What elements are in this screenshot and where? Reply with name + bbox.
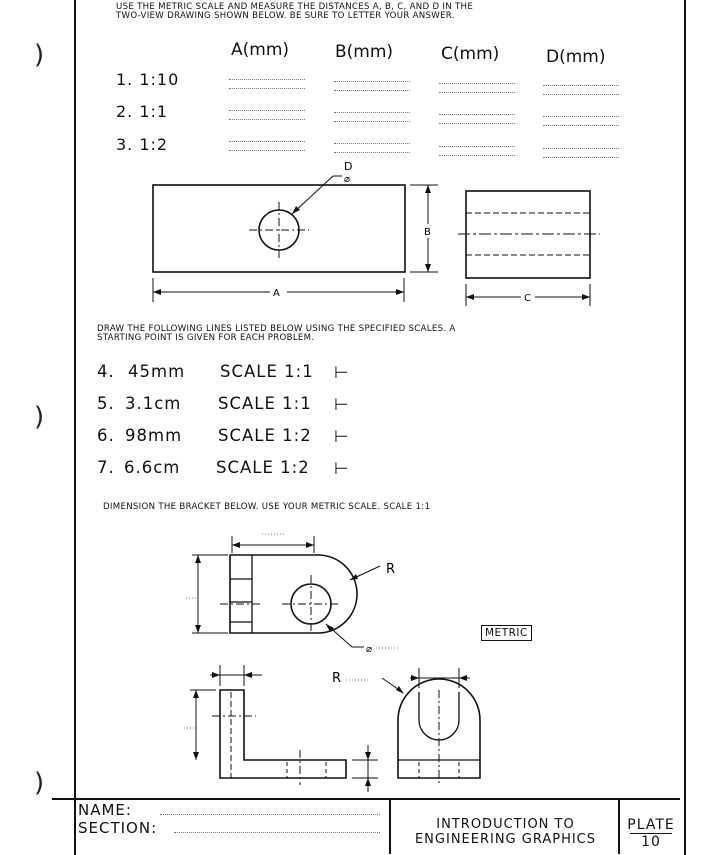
binder-hole-mark: ) bbox=[34, 40, 45, 70]
bracket-drawing bbox=[0, 520, 705, 795]
plate-number: 10 bbox=[630, 833, 672, 850]
scale-row-1-label: 1. 1:10 bbox=[116, 70, 180, 89]
problem-5-number: 5. bbox=[97, 394, 115, 413]
a-label: A bbox=[273, 288, 280, 299]
scale-row-3-label: 3. 1:2 bbox=[116, 135, 169, 154]
two-view-drawing bbox=[0, 0, 705, 320]
c-label: C bbox=[524, 293, 531, 304]
problem-6-number: 6. bbox=[97, 426, 115, 445]
plate-box bbox=[618, 800, 682, 854]
part2-instructions-line1: DRAW THE FOLLOWING LINES LISTED BELOW USING THE SPECIFIED SCALES. A bbox=[97, 324, 456, 334]
course-title bbox=[389, 800, 620, 854]
bracket-front-view bbox=[184, 665, 378, 792]
metric-badge: METRIC bbox=[481, 625, 532, 641]
front-view-outline bbox=[153, 185, 405, 272]
course-title-line1: INTRODUCTION TO bbox=[436, 817, 575, 832]
plate-label: PLATE bbox=[627, 817, 675, 833]
problem-6-length: 98mm bbox=[125, 426, 183, 445]
diameter-symbol: ⌀ bbox=[344, 174, 351, 185]
radius-label-side: R bbox=[332, 671, 342, 686]
course-title-line2: ENGINEERING GRAPHICS bbox=[414, 832, 597, 847]
start-point-mark[interactable]: ⊢ bbox=[334, 427, 350, 446]
binder-hole-mark: ) bbox=[34, 768, 45, 798]
part2-instructions-line2: STARTING POINT IS GIVEN FOR EACH PROBLEM. bbox=[97, 333, 315, 343]
column-header-c: C(mm) bbox=[441, 44, 500, 64]
problem-4-length: 45mm bbox=[128, 362, 186, 381]
column-header-d: D(mm) bbox=[546, 47, 606, 67]
part3-instructions: DIMENSION THE BRACKET BELOW. USE YOUR METRIC SCALE. SCALE 1:1 bbox=[103, 502, 431, 512]
problem-5-length: 3.1cm bbox=[125, 394, 182, 413]
problem-7-scale: SCALE 1:2 bbox=[216, 458, 310, 477]
scale-row-2-label: 2. 1:1 bbox=[116, 102, 169, 121]
title-block bbox=[52, 798, 680, 854]
b-label: B bbox=[424, 227, 431, 238]
diameter-label: ⌀ bbox=[366, 644, 373, 655]
start-point-mark[interactable]: ⊢ bbox=[334, 363, 350, 382]
radius-label-top: R bbox=[386, 562, 396, 577]
problem-4-scale: SCALE 1:1 bbox=[220, 362, 314, 381]
column-header-b: B(mm) bbox=[335, 42, 394, 62]
bracket-top-view bbox=[186, 534, 398, 655]
problem-7-length: 6.6cm bbox=[124, 458, 181, 477]
start-point-mark[interactable]: ⊢ bbox=[334, 459, 350, 478]
problem-4-number: 4. bbox=[97, 362, 115, 381]
part1-instructions-line1: USE THE METRIC SCALE AND MEASURE THE DISTANCES A, B, C, AND D IN THE bbox=[116, 2, 474, 12]
section-label: SECTION: bbox=[78, 819, 158, 837]
name-field[interactable] bbox=[160, 814, 380, 815]
problem-6-scale: SCALE 1:2 bbox=[218, 426, 312, 445]
name-label: NAME: bbox=[78, 801, 132, 819]
problem-5-scale: SCALE 1:1 bbox=[218, 394, 312, 413]
d-label: D bbox=[344, 160, 353, 173]
column-header-a: A(mm) bbox=[231, 40, 290, 60]
section-field[interactable] bbox=[174, 832, 380, 833]
part1-instructions-line2: TWO-VIEW DRAWING SHOWN BELOW. BE SURE TO LETTER YOUR ANSWER. bbox=[116, 11, 455, 21]
problem-7-number: 7. bbox=[97, 458, 115, 477]
binder-hole-mark: ) bbox=[34, 402, 45, 432]
bracket-side-view bbox=[332, 668, 480, 785]
start-point-mark[interactable]: ⊢ bbox=[334, 395, 350, 414]
